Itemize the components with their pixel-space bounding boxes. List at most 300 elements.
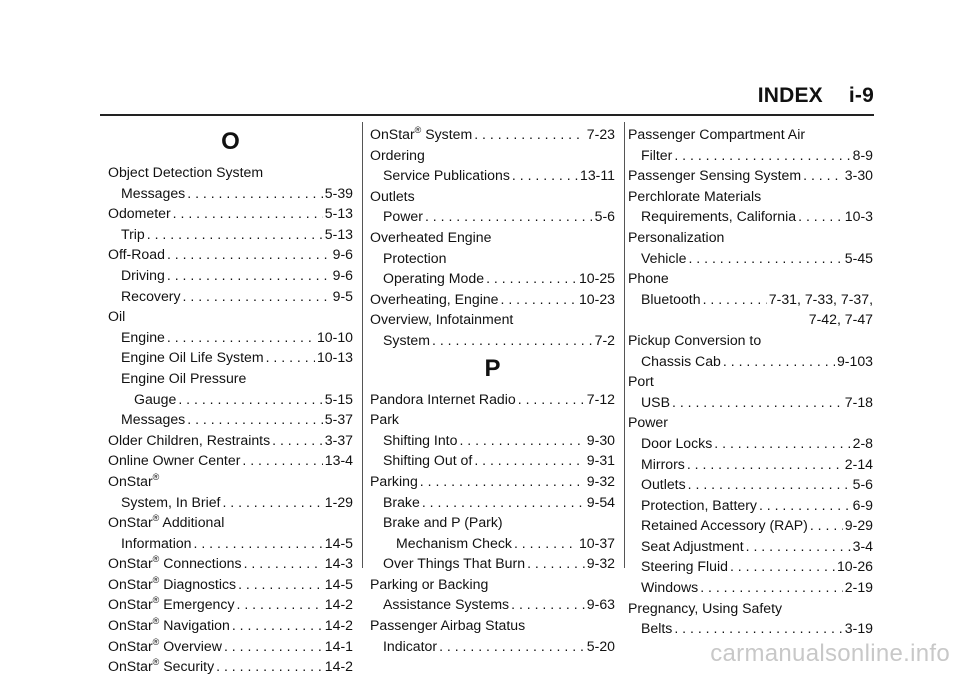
dot-leader [518, 389, 585, 410]
page-reference: 9-31 [586, 452, 615, 469]
term-text: OnStar [108, 472, 153, 489]
registered-mark: ® [414, 125, 422, 135]
term-text: Shifting Out of [383, 452, 473, 469]
page-reference: 5-39 [324, 184, 353, 201]
entry-term [121, 533, 192, 554]
entry-term [370, 309, 513, 330]
index-entry [108, 553, 353, 574]
index-column-2 [370, 124, 615, 656]
entry-term [641, 474, 686, 495]
page-reference: 14-2 [324, 617, 353, 634]
index-entry [108, 224, 353, 245]
index-entry [108, 615, 353, 636]
term-text: Passenger Compartment Air [628, 126, 806, 142]
index-entry [628, 577, 873, 598]
dot-leader [730, 556, 835, 577]
entry-term [641, 454, 685, 475]
term-text: Passenger Sensing System [628, 167, 802, 184]
index-entry [628, 412, 873, 433]
term-text: Gauge [134, 390, 177, 407]
page-reference: 9-103 [836, 352, 873, 369]
entry-term [108, 594, 235, 615]
term-text: USB [641, 393, 670, 410]
page-reference: 9-6 [332, 246, 353, 263]
index-entry [370, 512, 615, 533]
index-entry [628, 248, 873, 269]
index-entry [628, 206, 873, 227]
term-text: Protection [383, 249, 447, 266]
page-reference: 7-31, 7-33, 7-37, [768, 290, 873, 307]
term-text: Passenger Airbag Status [370, 617, 526, 634]
entry-term [641, 392, 670, 413]
entry-term [134, 389, 176, 410]
registered-mark: ® [152, 513, 160, 524]
index-entry [108, 203, 353, 224]
term-suffix: Navigation [159, 617, 230, 634]
index-entry [370, 533, 615, 554]
entry-term [641, 618, 672, 639]
index-entry [370, 248, 615, 269]
entry-term [641, 289, 701, 310]
dot-leader [474, 450, 584, 471]
entry-term [108, 450, 240, 471]
term-text: Recovery [121, 287, 181, 304]
dot-leader [674, 145, 850, 166]
index-entry [370, 409, 615, 430]
entry-term [641, 433, 712, 454]
index-entry [628, 474, 873, 495]
index-entry [628, 515, 873, 536]
dot-leader [501, 289, 577, 310]
page-reference: 13-4 [324, 452, 353, 469]
entry-term [383, 165, 510, 186]
term-text: Overheating, Engine [370, 290, 499, 307]
term-text: Service Publications [383, 167, 510, 184]
entry-term [121, 224, 145, 245]
index-entry [628, 330, 873, 351]
page-reference: 5-6 [594, 208, 615, 225]
term-text: OnStar [108, 658, 153, 675]
registered-mark: ® [152, 595, 160, 606]
registered-mark: ® [152, 616, 160, 627]
page-reference: 3-4 [852, 537, 873, 554]
entry-term [108, 636, 222, 657]
term-text: Shifting Into [383, 431, 458, 448]
term-text: OnStar [370, 126, 415, 142]
dot-leader [216, 656, 323, 677]
index-entry [108, 286, 353, 307]
entry-term [108, 574, 236, 595]
page-reference: 10-3 [844, 208, 873, 225]
term-text: Park [370, 411, 399, 428]
page-reference: 3-19 [844, 620, 873, 637]
index-entry [370, 124, 615, 145]
term-text: OnStar [108, 514, 153, 531]
entry-term [370, 186, 415, 207]
dot-leader [224, 636, 323, 657]
dot-leader [486, 268, 577, 289]
registered-mark: ® [152, 657, 160, 668]
index-entry [108, 347, 353, 368]
index-entry [628, 433, 873, 454]
entry-term [383, 248, 446, 269]
entry-term [121, 492, 220, 513]
dot-leader [167, 327, 315, 348]
entry-term [641, 577, 698, 598]
page-reference: 5-15 [324, 390, 353, 407]
index-entry [628, 454, 873, 475]
entry-term [641, 536, 744, 557]
dot-leader [810, 515, 843, 536]
index-entry [370, 389, 615, 410]
index-entry [108, 409, 353, 430]
dot-leader [439, 636, 585, 657]
page-reference: 10-13 [316, 349, 353, 366]
index-entry [108, 450, 353, 471]
entry-term [641, 248, 686, 269]
page-reference: 6-9 [852, 496, 873, 513]
term-text: Trip [121, 225, 145, 242]
index-entry [370, 309, 615, 330]
term-text: Over Things That Burn [383, 555, 526, 572]
page-reference: 5-20 [586, 637, 615, 654]
page-reference: 14-3 [324, 555, 353, 572]
term-text: Steering Fluid [641, 558, 728, 575]
entry-term [628, 330, 761, 351]
page-reference: 10-25 [578, 270, 615, 287]
entry-term [641, 206, 796, 227]
term-text: Power [383, 208, 423, 225]
page-reference: 5-37 [324, 411, 353, 428]
index-entry [370, 574, 615, 595]
index-entry [628, 145, 873, 166]
index-entry [108, 656, 353, 677]
dot-leader [242, 450, 322, 471]
page-reference: 7-2 [594, 331, 615, 348]
page-reference: 14-5 [324, 534, 353, 551]
dot-leader [173, 203, 323, 224]
term-text: Messages [121, 411, 186, 428]
entry-term [628, 165, 801, 186]
index-entry [108, 430, 353, 451]
term-text: OnStar [108, 617, 153, 634]
index-entry [108, 306, 353, 327]
index-entry [628, 227, 873, 248]
page-reference: 7-12 [586, 390, 615, 407]
entry-term [383, 268, 484, 289]
entry-term [121, 183, 185, 204]
entry-term [383, 636, 437, 657]
term-text: Chassis Cab [641, 352, 721, 369]
dot-leader [714, 433, 850, 454]
index-entry [370, 206, 615, 227]
term-text: Power [628, 414, 668, 431]
page-reference: 9-32 [586, 472, 615, 489]
term-text: OnStar [108, 637, 153, 654]
entry-term [121, 368, 246, 389]
dot-leader [244, 553, 323, 574]
index-entry [370, 450, 615, 471]
registered-mark: ® [152, 636, 160, 647]
entry-term [383, 206, 423, 227]
entry-term [108, 306, 125, 327]
term-text: Oil [108, 308, 126, 325]
term-text: Vehicle [641, 249, 687, 266]
dot-leader [723, 351, 835, 372]
term-text: Overheated Engine [370, 228, 492, 245]
page-reference: 2-8 [852, 434, 873, 451]
dot-leader [474, 124, 585, 145]
dot-leader [459, 430, 584, 451]
entry-term [641, 556, 728, 577]
term-text: Operating Mode [383, 270, 485, 287]
registered-mark: ® [152, 471, 160, 482]
entry-term [383, 330, 430, 351]
term-text: System, In Brief [121, 493, 221, 510]
entry-term [641, 495, 757, 516]
index-entry [370, 227, 615, 248]
index-entry [628, 186, 873, 207]
index-entry [628, 309, 873, 330]
entry-term [628, 186, 761, 207]
index-entry [628, 392, 873, 413]
term-text: OnStar [108, 596, 153, 613]
dot-leader [514, 533, 577, 554]
term-text: Bluetooth [641, 290, 701, 307]
page-reference: 2-19 [844, 579, 873, 596]
term-suffix: Connections [159, 555, 242, 572]
section-title: INDEX [757, 84, 823, 107]
dot-leader [422, 492, 585, 513]
term-suffix: Overview [159, 637, 222, 654]
index-entry [108, 327, 353, 348]
dot-leader [432, 330, 593, 351]
entry-term [121, 327, 165, 348]
entry-term [370, 145, 425, 166]
dot-leader [700, 577, 843, 598]
entry-term [383, 492, 420, 513]
index-entry [628, 618, 873, 639]
term-text: Engine Oil Life System [121, 349, 264, 366]
entry-term [121, 265, 165, 286]
page-reference: 2-14 [844, 455, 873, 472]
index-entry [370, 268, 615, 289]
page-reference: 1-29 [324, 493, 353, 510]
term-text: Perchlorate Materials [628, 187, 762, 204]
section-letter: P [484, 354, 501, 382]
term-text: Brake and P (Park) [383, 514, 503, 531]
term-text: Mechanism Check [396, 534, 512, 551]
entry-term [108, 512, 224, 533]
dot-leader [183, 286, 331, 307]
dot-leader [688, 248, 842, 269]
entry-term [383, 553, 525, 574]
term-text: Information [121, 534, 192, 551]
entry-term [121, 286, 181, 307]
term-text: Brake [383, 493, 420, 510]
dot-leader [178, 389, 322, 410]
term-text: Driving [121, 266, 165, 283]
dot-leader [232, 615, 323, 636]
dot-leader [672, 392, 843, 413]
term-suffix: Additional [159, 514, 225, 531]
index-entry [108, 244, 353, 265]
entry-term [628, 598, 782, 619]
index-entry [108, 492, 353, 513]
entry-term [121, 409, 185, 430]
term-text: Mirrors [641, 455, 685, 472]
index-entry [108, 389, 353, 410]
page-reference: 14-2 [324, 658, 353, 675]
term-text: Indicator [383, 637, 438, 654]
dot-leader [187, 183, 323, 204]
dot-leader [798, 206, 843, 227]
page-reference: 5-13 [324, 205, 353, 222]
term-text: Online Owner Center [108, 452, 241, 469]
term-text: Engine Oil Pressure [121, 369, 247, 386]
term-text: Phone [628, 270, 669, 287]
index-entry [108, 368, 353, 389]
index-entry [370, 330, 615, 351]
entry-term [370, 227, 491, 248]
index-entry [370, 186, 615, 207]
term-text: Protection, Battery [641, 496, 757, 513]
registered-mark: ® [152, 554, 160, 565]
term-suffix: System [421, 126, 473, 142]
page-reference: 7-42, 7-47 [808, 311, 873, 328]
index-column-3 [628, 124, 873, 639]
entry-term [121, 347, 264, 368]
index-entry [628, 536, 873, 557]
term-text: Port [628, 373, 654, 390]
entry-term [641, 351, 721, 372]
dot-leader [746, 536, 851, 557]
term-text: Door Locks [641, 434, 713, 451]
header-divider [100, 114, 874, 116]
entry-term [383, 512, 503, 533]
dot-leader [266, 347, 315, 368]
entry-term [370, 289, 499, 310]
index-entry [108, 574, 353, 595]
term-text: Pickup Conversion to [628, 331, 762, 348]
entry-term [370, 124, 472, 145]
index-entry [628, 495, 873, 516]
dot-leader [147, 224, 323, 245]
entry-term [383, 594, 509, 615]
index-entry [628, 598, 873, 619]
index-entry [108, 594, 353, 615]
entry-term [108, 471, 159, 492]
page-reference: 9-54 [586, 493, 615, 510]
term-suffix: Emergency [159, 596, 235, 613]
section-letter: O [221, 128, 240, 155]
entry-term [370, 574, 488, 595]
page-reference: 3-37 [324, 431, 353, 448]
page-reference: 9-63 [586, 596, 615, 613]
column-divider [362, 122, 363, 568]
term-suffix: Diagnostics [159, 575, 237, 592]
term-text: Overview, Infotainment [370, 311, 514, 328]
watermark: carmanualsonline.info [710, 640, 950, 667]
term-text: Outlets [641, 476, 686, 493]
entry-term [628, 412, 668, 433]
index-entry [370, 471, 615, 492]
index-entry [628, 371, 873, 392]
entry-term [628, 371, 654, 392]
index-entry [370, 430, 615, 451]
index-entry [370, 615, 615, 636]
term-text: System [383, 331, 430, 348]
entry-term [641, 145, 672, 166]
index-entry [628, 268, 873, 289]
page-reference: 10-23 [578, 290, 615, 307]
term-text: Filter [641, 146, 673, 163]
entry-term [108, 656, 214, 677]
index-entry [108, 183, 353, 204]
index-entry [370, 165, 615, 186]
page-reference: 10-10 [316, 328, 353, 345]
term-text: Messages [121, 184, 186, 201]
dot-leader [167, 265, 331, 286]
entry-term [108, 203, 171, 224]
dot-leader [527, 553, 585, 574]
registered-mark: ® [152, 574, 160, 585]
dot-leader [194, 533, 323, 554]
page-reference: 14-2 [324, 596, 353, 613]
page-reference: 8-9 [852, 146, 873, 163]
dot-leader [272, 430, 323, 451]
dot-leader [703, 289, 767, 310]
term-text: Pregnancy, Using Safety [628, 599, 783, 616]
entry-term [370, 615, 525, 636]
page-reference: 14-1 [324, 637, 353, 654]
page-reference: 9-5 [332, 287, 353, 304]
index-entry [108, 512, 353, 533]
index-entry [370, 145, 615, 166]
term-text: Requirements, California [641, 208, 797, 225]
index-entry [370, 636, 615, 657]
dot-leader [425, 206, 593, 227]
dot-leader [759, 495, 851, 516]
term-text: Retained Accessory (RAP) [641, 517, 808, 534]
index-entry [108, 636, 353, 657]
index-column-1 [108, 124, 353, 677]
term-text: Off-Road [108, 246, 165, 263]
term-text: OnStar [108, 555, 153, 572]
term-text: Pandora Internet Radio [370, 390, 516, 407]
term-text: Parking [370, 472, 418, 489]
entry-term [641, 515, 808, 536]
index-entry [370, 594, 615, 615]
dot-leader [688, 474, 851, 495]
dot-leader [674, 618, 842, 639]
entry-term [108, 430, 270, 451]
page-reference: 9-29 [844, 517, 873, 534]
index-entry [628, 289, 873, 310]
index-entry [370, 553, 615, 574]
index-entry [108, 265, 353, 286]
page-reference: 7-18 [844, 393, 873, 410]
index-entry [628, 351, 873, 372]
page-reference: 5-45 [844, 249, 873, 266]
index-entry [628, 124, 873, 145]
page-reference: 13-11 [580, 167, 615, 184]
term-text: Ordering [370, 146, 425, 163]
term-text: OnStar [108, 575, 153, 592]
index-entry [370, 492, 615, 513]
page-reference: 10-37 [578, 534, 615, 551]
entry-term [108, 162, 263, 183]
